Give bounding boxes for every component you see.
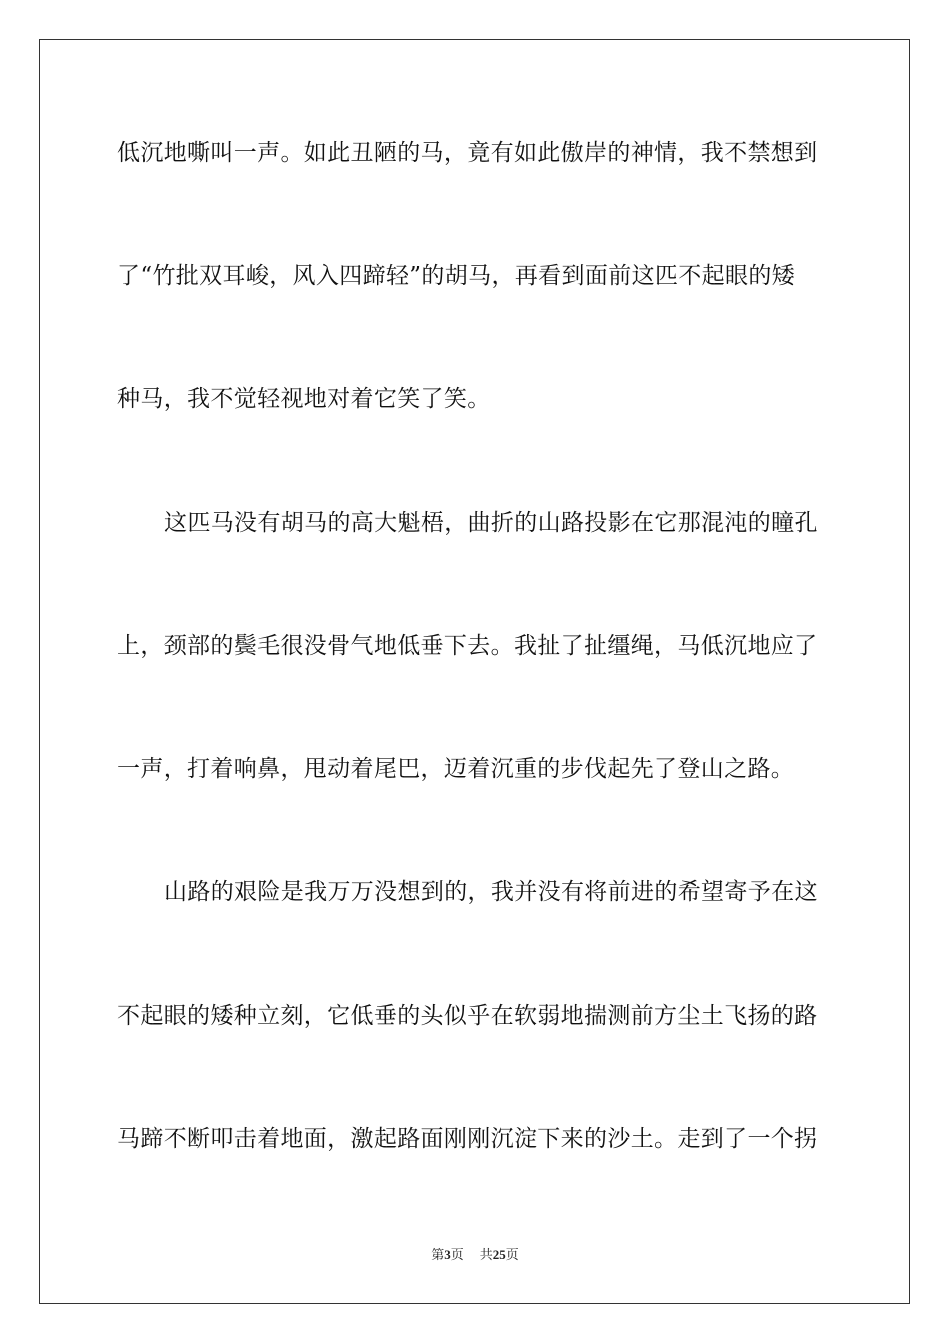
body-text-line: 上，颈部的鬓毛很没骨气地低垂下去。我扯了扯缰绳，马低沉地应了 (117, 633, 818, 659)
total-suffix: 页 (505, 1248, 519, 1263)
body-text-line: 种马，我不觉轻视地对着它笑了笑。 (117, 386, 491, 412)
body-text-line: 一声，打着响鼻，甩动着尾巴，迈着沉重的步伐起先了登山之路。 (117, 756, 795, 782)
paragraph-first-line: 山路的艰险是我万万没想到的，我并没有将前进的希望寄予在这 (164, 879, 818, 905)
page-footer (0, 1246, 950, 1265)
body-text-line: 不起眼的矮种立刻，它低垂的头似乎在软弱地揣测前方尘土飞扬的路 (117, 1003, 818, 1029)
total-prefix: 共 (479, 1248, 493, 1263)
total-pages: 25 (492, 1247, 506, 1262)
paragraph-first-line: 这匹马没有胡马的高大魁梧，曲折的山路投影在它那混沌的瞳孔 (164, 510, 818, 536)
body-text-line: 低沉地嘶叫一声。如此丑陋的马，竟有如此傲岸的神情，我不禁想到 (117, 140, 818, 166)
page-number: 3 (444, 1247, 451, 1262)
page-prefix: 第 (431, 1248, 445, 1263)
page-border (39, 39, 910, 1304)
body-text-line: 了“竹批双耳峻，风入四蹄轻”的胡马，再看到面前这匹不起眼的矮 (117, 263, 796, 289)
page-suffix: 页 (450, 1248, 464, 1263)
body-text-line: 马蹄不断叩击着地面，激起路面刚刚沉淀下来的沙土。走到了一个拐 (117, 1126, 818, 1152)
